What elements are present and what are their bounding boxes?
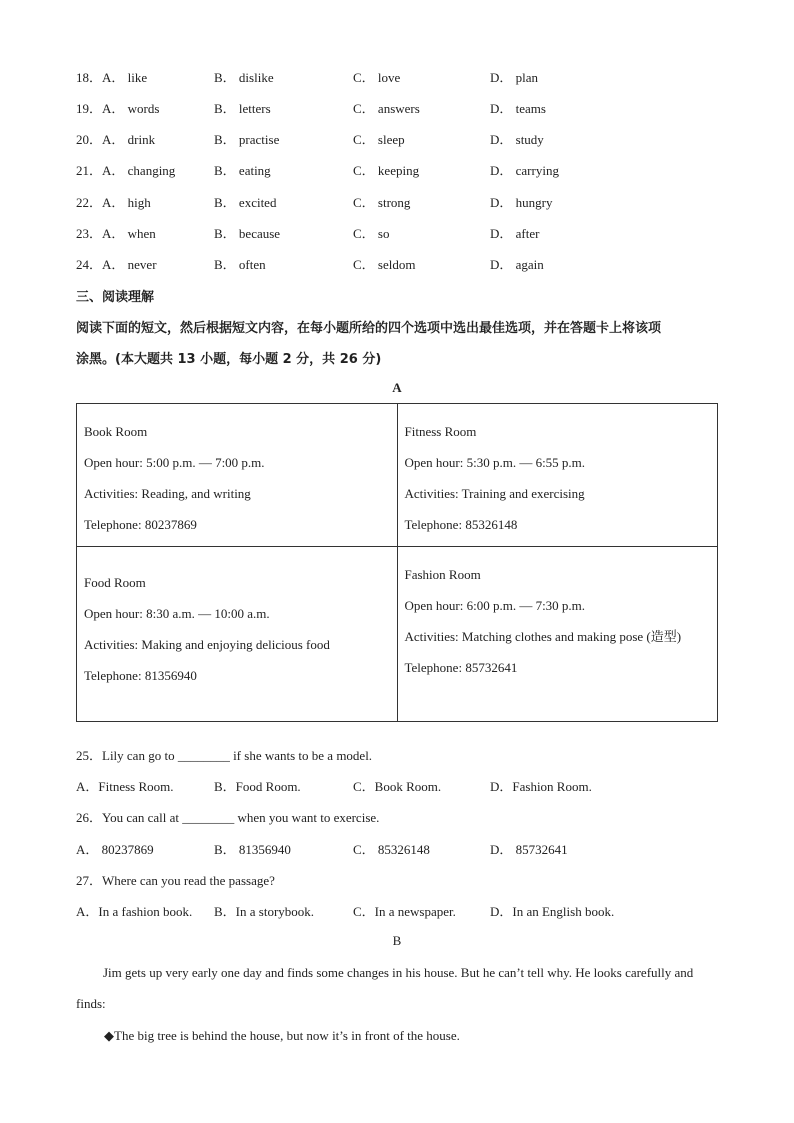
section-instruction-cont: 涂黑。(本大题共 13 小题，每小题 2 分，共 26 分) (76, 352, 382, 367)
room-hours: Open hour: 5:30 p.m. — 6:55 p.m. (404, 455, 586, 470)
option-c: C．Book Room. (353, 779, 442, 794)
option-c: C． love (353, 70, 401, 85)
option-b: B． often (214, 257, 266, 272)
option-d: D． 85732641 (490, 842, 568, 857)
room-hours: Open hour: 5:00 p.m. — 7:00 p.m. (84, 455, 265, 470)
room-activities: Activities: Training and exercising (404, 486, 585, 501)
option-d: D． teams (490, 101, 546, 116)
question-number: 23．A． when (76, 226, 156, 241)
question-number: 20．A． drink (76, 132, 156, 147)
room-cell-food (77, 547, 398, 722)
option-a: A．Fitness Room. (76, 779, 174, 794)
option-b: B． practise (214, 132, 280, 147)
room-cell-fashion (397, 547, 718, 722)
room-telephone: Telephone: 81356940 (84, 668, 197, 683)
option-a: A． 80237869 (76, 842, 154, 857)
option-c: C． sleep (353, 132, 405, 147)
room-cell-fitness (397, 404, 718, 547)
option-b: B． dislike (214, 70, 274, 85)
option-c: C． strong (353, 195, 411, 210)
passage-b-label: B (392, 933, 402, 948)
option-d: D． study (490, 132, 544, 147)
option-b: B．Food Room. (214, 779, 301, 794)
option-b: B． 81356940 (214, 842, 291, 857)
room-telephone: Telephone: 80237869 (84, 517, 197, 532)
option-c: C． 85326148 (353, 842, 430, 857)
question-number: 19．A． words (76, 101, 160, 116)
question-number: 22．A． high (76, 195, 151, 210)
option-b: B．In a storybook. (214, 904, 315, 919)
option-d: D．Fashion Room. (490, 779, 592, 794)
option-d: D．In an English book. (490, 904, 615, 919)
room-activities: Activities: Reading, and writing (84, 486, 251, 501)
room-telephone: Telephone: 85732641 (404, 660, 518, 675)
room-name: Food Room (84, 575, 146, 590)
passage-b-paragraph: Jim gets up very early one day and finds some changes in his house. But he can’t tell why. He looks carefully and finds: (76, 965, 694, 1011)
option-d: D． plan (490, 70, 539, 85)
passage-b-bullet: ◆The big tree is behind the house, but now it’s in front of the house. (104, 1028, 460, 1043)
section-title: 三、阅读理解 (76, 290, 155, 305)
room-name: Fitness Room (404, 424, 477, 439)
room-hours: Open hour: 6:00 p.m. — 7:30 p.m. (404, 598, 586, 613)
passage-a-label: A (392, 380, 402, 395)
room-name: Book Room (84, 424, 148, 439)
question-26-stem: 26．You can call at ________ when you want to exercise. (76, 810, 380, 825)
option-c: C． seldom (353, 257, 416, 272)
rooms-table (76, 403, 718, 722)
option-d: D． after (490, 226, 540, 241)
option-a: A．In a fashion book. (76, 904, 193, 919)
option-b: B． excited (214, 195, 277, 210)
option-b: B． eating (214, 163, 271, 178)
question-number: 24．A． never (76, 257, 157, 272)
room-cell-book (77, 404, 398, 547)
option-c: C． keeping (353, 163, 420, 178)
room-activities: Activities: Matching clothes and making pose (造型) (404, 629, 682, 644)
option-c: C． so (353, 226, 390, 241)
option-c: C．In a newspaper. (353, 904, 456, 919)
option-d: D． carrying (490, 163, 559, 178)
room-telephone: Telephone: 85326148 (404, 517, 518, 532)
question-27-stem: 27．Where can you read the passage? (76, 873, 275, 888)
option-c: C． answers (353, 101, 420, 116)
question-number: 18．A． like (76, 70, 148, 85)
room-activities: Activities: Making and enjoying delicious food (84, 637, 330, 652)
option-b: B． because (214, 226, 281, 241)
option-b: B． letters (214, 101, 271, 116)
option-d: D． again (490, 257, 544, 272)
room-hours: Open hour: 8:30 a.m. — 10:00 a.m. (84, 606, 270, 621)
section-instruction: 阅读下面的短文，然后根据短文内容，在每小题所给的四个选项中选出最佳选项，并在答题卡上将该项 (76, 321, 662, 336)
question-25-stem: 25．Lily can go to ________ if she wants to be a model. (76, 748, 373, 763)
question-number: 21．A． changing (76, 163, 176, 178)
option-d: D． hungry (490, 195, 553, 210)
room-name: Fashion Room (404, 567, 481, 582)
